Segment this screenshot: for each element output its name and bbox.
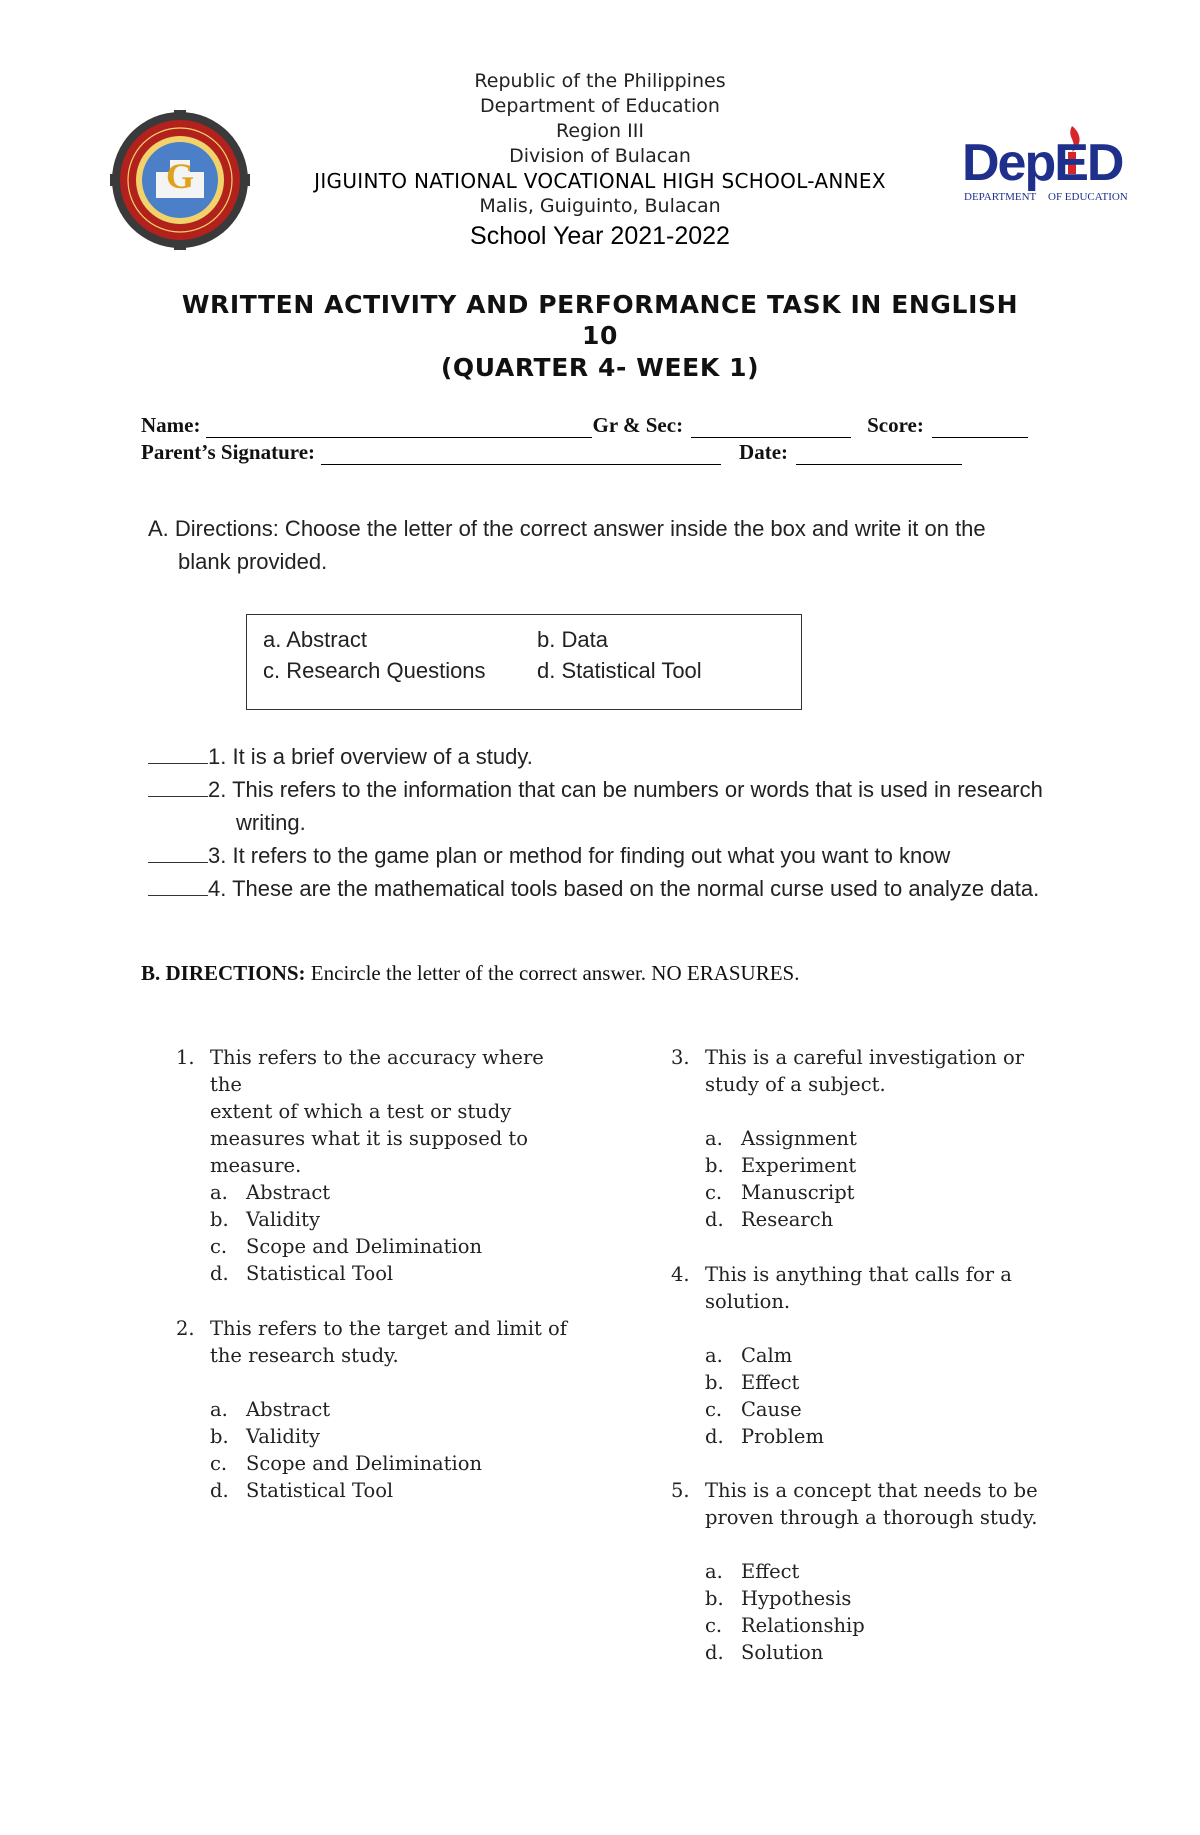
option[interactable]: b. Validity xyxy=(210,1425,320,1448)
option[interactable]: a. Abstract xyxy=(210,1181,331,1204)
section-a-item-4: 4. These are the mathematical tools based on the normal curse used to analyze data. xyxy=(148,876,1039,902)
option[interactable]: d. Research xyxy=(705,1208,834,1231)
signature-row xyxy=(141,440,962,465)
parent-signature-label: Parent’s Signature: xyxy=(141,440,316,464)
answer-blank-2[interactable] xyxy=(148,778,208,797)
option[interactable]: a. Assignment xyxy=(705,1127,857,1150)
option[interactable]: c. Scope and Delimination xyxy=(210,1235,483,1258)
score-label: Score: xyxy=(867,413,924,437)
option[interactable]: d. Solution xyxy=(705,1641,824,1664)
question-3: 3. This is a careful investigation or study of a subject. a. Assignment b. Experiment c. Manuscript d. Research xyxy=(671,1046,1025,1231)
option[interactable]: b. Experiment xyxy=(705,1154,857,1177)
deped-sub-right: OF EDUCATION xyxy=(1048,191,1128,203)
question-3-stem: This is a careful investigation or study of a subject. xyxy=(705,1046,1025,1096)
option[interactable]: c. Cause xyxy=(705,1398,802,1421)
option[interactable]: b. Hypothesis xyxy=(705,1587,852,1610)
document-title-line1: WRITTEN ACTIVITY AND PERFORMANCE TASK IN ENGLISH xyxy=(181,290,1019,319)
question-2: 2. This refers to the target and limit of the research study. a. Abstract b. Validity c. Scope and Delimination d. Statistical Tool xyxy=(176,1317,567,1502)
answer-blank-3[interactable] xyxy=(148,844,208,863)
name-label: Name: xyxy=(141,413,201,437)
parent-signature-field[interactable] xyxy=(321,444,721,465)
section-b-label: B. DIRECTIONS: xyxy=(141,961,306,985)
grade-section-field[interactable] xyxy=(691,417,851,438)
option[interactable]: c. Relationship xyxy=(705,1614,865,1637)
header-region: Region III xyxy=(556,120,644,142)
option[interactable]: d. Statistical Tool xyxy=(210,1262,394,1285)
header-department: Department of Education xyxy=(480,95,720,117)
option[interactable]: d. Statistical Tool xyxy=(210,1479,394,1502)
document-title-line3: (QUARTER 4- WEEK 1) xyxy=(440,353,760,382)
section-b-directions xyxy=(141,961,799,986)
choice-a: a. Abstract xyxy=(263,627,367,652)
deped-sub-left: DEPARTMENT xyxy=(964,191,1037,203)
question-5-stem: This is a concept that needs to be proven through a thorough study. xyxy=(705,1479,1038,1529)
question-1: 1. This refers to the accuracy where the extent of which a test or study measures what it is supposed to measure. a. Abstract b. Validity c. Scope and Delimination d. Statistical Tool xyxy=(176,1044,576,1294)
choice-d: d. Statistical Tool xyxy=(537,658,702,683)
option[interactable]: b. Effect xyxy=(705,1371,800,1394)
section-a-item-2-cont: writing. xyxy=(236,810,306,835)
option[interactable]: c. Manuscript xyxy=(705,1181,855,1204)
question-4-stem: This is anything that calls for a solution. xyxy=(705,1263,1012,1313)
date-field[interactable] xyxy=(796,444,962,465)
option[interactable]: a. Calm xyxy=(705,1344,793,1367)
option[interactable]: b. Validity xyxy=(210,1208,320,1231)
section-a-item-3: 3. It refers to the game plan or method for finding out what you want to know xyxy=(148,843,950,869)
grade-section-label: Gr & Sec: xyxy=(592,413,684,437)
option[interactable]: c. Scope and Delimination xyxy=(210,1452,483,1475)
document-title-line2: 10 xyxy=(582,321,618,350)
choice-c: c. Research Questions xyxy=(263,658,486,683)
answer-blank-1[interactable] xyxy=(148,745,208,764)
name-field[interactable] xyxy=(206,417,592,438)
seal-letter: G xyxy=(165,156,195,196)
answer-blank-4[interactable] xyxy=(148,877,208,896)
name-row xyxy=(141,413,1028,438)
header-republic: Republic of the Philippines xyxy=(474,70,726,92)
option[interactable]: a. Abstract xyxy=(210,1398,331,1421)
section-a-directions: A. Directions: Choose the letter of the correct answer inside the box and write it on the xyxy=(148,516,986,541)
section-a-directions-cont: blank provided. xyxy=(178,549,328,574)
choices-box xyxy=(246,614,802,710)
question-4: 4. This is anything that calls for a solution. a. Calm b. Effect c. Cause d. Problem xyxy=(671,1263,1012,1448)
header-division: Division of Bulacan xyxy=(509,145,691,167)
choice-b: b. Data xyxy=(537,627,608,652)
section-a-item-1: 1. It is a brief overview of a study. xyxy=(148,744,533,770)
option[interactable]: a. Effect xyxy=(705,1560,800,1583)
option[interactable]: d. Problem xyxy=(705,1425,824,1448)
school-year: School Year 2021-2022 xyxy=(470,222,730,250)
question-1-stem: This refers to the accuracy where the extent of which a test or study measures what it is supposed to measure. xyxy=(210,1046,544,1177)
question-5: 5. This is a concept that needs to be proven through a thorough study. a. Effect b. Hypothesis c. Relationship d. Solution xyxy=(671,1479,1038,1664)
school-address: Malis, Guiguinto, Bulacan xyxy=(479,195,721,217)
section-a-item-2: 2. This refers to the information that can be numbers or words that is used in research xyxy=(148,777,1043,803)
score-field[interactable] xyxy=(932,417,1028,438)
date-label: Date: xyxy=(739,440,789,464)
question-2-stem: This refers to the target and limit of the research study. xyxy=(210,1317,567,1367)
deped-wordmark: DepED xyxy=(962,134,1123,192)
school-name: JIGUINTO NATIONAL VOCATIONAL HIGH SCHOOL-ANNEX xyxy=(314,169,886,193)
section-b-text: Encircle the letter of the correct answer. NO ERASURES. xyxy=(305,961,800,985)
